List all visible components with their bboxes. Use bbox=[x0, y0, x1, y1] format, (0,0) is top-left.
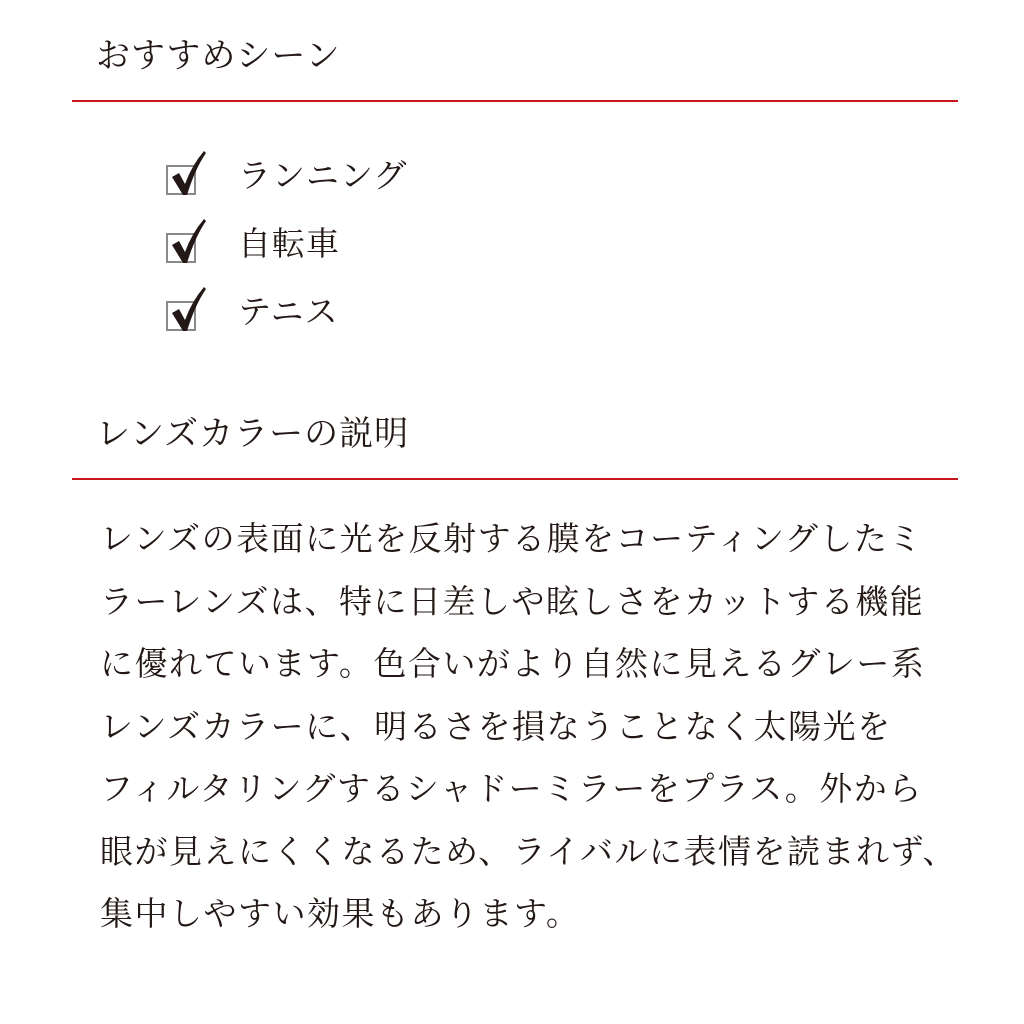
checkbox-checked-icon bbox=[166, 165, 196, 195]
checkbox-checked-icon bbox=[166, 301, 196, 331]
lens-color-heading: レンズカラーの説明 bbox=[96, 414, 410, 454]
recommended-scenes-list bbox=[166, 142, 407, 346]
description-line: 集中しやすい効果もあります。 bbox=[100, 894, 581, 933]
lens-color-divider bbox=[72, 478, 958, 480]
checkmark-icon bbox=[170, 287, 208, 333]
scene-label-cycling: 自転車 bbox=[238, 224, 340, 263]
scene-label-tennis: テニス bbox=[238, 292, 339, 331]
lens-color-description bbox=[100, 508, 960, 946]
description-line: レンズカラーに、明るさを損なうことなく太陽光を bbox=[100, 706, 892, 746]
scene-label-running: ランニング bbox=[238, 156, 408, 195]
recommended-scenes-heading: おすすめシーン bbox=[96, 36, 341, 76]
description-line: ラーレンズは、特に日差しや眩しさをカットする機能 bbox=[100, 581, 925, 621]
description-line: レンズの表面に光を反射する膜をコーティングしたミ bbox=[100, 519, 923, 558]
checkmark-icon bbox=[170, 219, 208, 265]
checkmark-icon bbox=[170, 151, 208, 197]
list-item-tennis bbox=[166, 278, 407, 346]
description-line: に優れています。色合いがより自然に見えるグレー系 bbox=[100, 644, 926, 683]
recommended-scenes-divider bbox=[72, 100, 958, 102]
description-line: 眼が見えにくくなるため、ライバルに表情を読まれず、 bbox=[100, 831, 957, 871]
list-item-cycling bbox=[166, 210, 407, 278]
description-line: フィルタリングするシャドーミラーをプラス。外から bbox=[100, 769, 923, 808]
list-item-running bbox=[166, 142, 407, 210]
checkbox-checked-icon bbox=[166, 233, 196, 263]
